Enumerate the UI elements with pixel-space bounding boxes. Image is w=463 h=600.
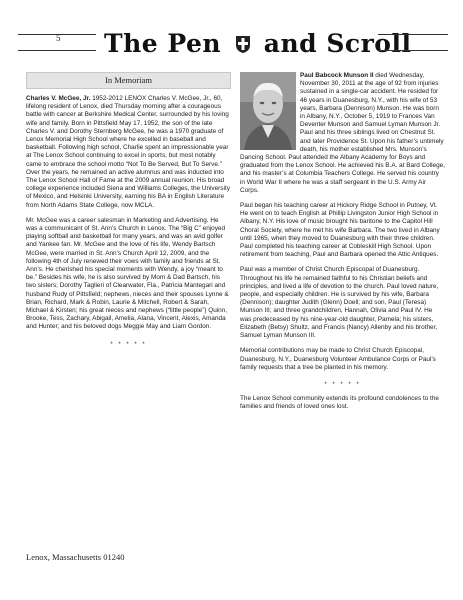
masthead-title: [104, 28, 411, 61]
mcgee-p1-text: 1952-2012 LENOX Charles V. McGee, Jr., 60, lifelong resident of Lenox, died Thursday morning after a courageous battle with cancer at Berkshire Medical Center, surrounded by his loving wife and family. Born in Pittsfield May 17, 1952, the son of the late Charles V. and Dorothy Sternberg McGee, he was a 1970 graduate of Lenox Memorial High School where he excelled in baseball and basketball. Following high school, Charlie spent an impressionable year at The Lenox School continuing to excel in sports, but most notably came to embrace the school motto “Not To Be Served, But To Serve.” Over the years, he remained an active alumnus and was inducted into The Lenox School Hall of Fame at the 2009 annual reunion. His broad college experience included Siena and Williams Colleges, the University of Mexico, and Helsinki University, earning his BA in English Literature from North Adams State College, now MCLA.: [26, 95, 230, 209]
mcgee-name: Charles V. McGee, Jr.: [26, 95, 91, 102]
munson-obituary-p2: Paul began his teaching career at Hickory Ridge School in Putney, Vt. He went on to teach English at Phillip Livingston Junior High School in Albany, N.Y. His love of music brought his baritone to the Capitol Hill Choral Society, where he met his wife Barbara. The two lived in Albany until 1965, when they moved to Duanesburg with their three children. Paul completed his teaching career at Cobleskill High School. Upon retirement from teaching, Paul and Barbara opened the Attic Antiques.: [240, 202, 440, 259]
masthead-header: [18, 28, 448, 60]
left-column: [26, 72, 231, 348]
header-rule-left-bottom: [18, 50, 96, 51]
section-divider-stars: * * * * *: [110, 341, 147, 348]
closing-condolence: The Lenox School community extends its profound condolences to the families and friends of loved ones lost.: [240, 394, 439, 411]
in-memoriam-banner: In Memoriam: [26, 72, 231, 89]
munson-p1-text: died Wednesday, November 30, 2011 at the age of 92 from injuries sustained in a single-car accident. He resided for 46 years in Duanesburg, N.Y., with his wife of 53 years, Barbara (Dennison) Munson. He was born in Albany, N.Y., October 5, 1919 to Frances Van Deventer Munson and Samuel Lyman Munson Jr. Paul and his three siblings lived on Chestnut St. and later Providence St. Upon his father’s untimely death, his mother established Mrs. Munson’s Dancing School. Paul attended the Albany Academy for Boys and graduated from the Lenox School. He achieved his B.A. at Bard College, and his master’s at Columbia Teachers College. He served his country in World War II where he was a staff sergeant in the U.S. Army Air Corps.: [240, 72, 445, 194]
cross-crest-icon: [234, 33, 259, 57]
munson-obituary-p4: Memorial contributions may be made to Christ Church Episcopal, Duanesburg, N.Y., Duanesburg Volunteer Ambulance Corps or Paul’s family requests that a tree be planted in his memory.: [240, 347, 436, 371]
masthead-pen: The Pen: [104, 29, 222, 58]
mcgee-obituary-p2: Mr. McGee was a career salesman in Marketing and Advertising. He was a communicant of St. Ann’s Church in Lenox. The “Big C” enjoyed playing softball and basketball for many years, and was an avid golfer and Yankee fan. Mr. McGee and the love of his life, Wendy Bartsch McGee, were married in St. Ann’s Church April 12, 2009, and the following 4th of July renewed their vows with family and friends at St. Ann’s. He cherished his special moments with Wendy, a joy “meant to be.” Besides his wife, he is also survived by Mom & Dad Bartsch, his two sisters; Dorothy Taglieri of Clearwater, Fla., Patricia Mantegari and husband Rudy of Pittsfield; nephews, nieces and their spouses Lynne & Brian, Richard, Mark & Robin, Laurie & Mitchell, Robert & Sarah, Michael & Kirsten; his great nieces and nephews (“little people”) Quinn, Brooke, Tess, Zachary, Abigail, Amelia, Alana, Vincent, Alexis, Amanda and Hunter; and his beloved dogs Meggie May and Liam Gordon.: [26, 216, 229, 331]
right-column: [240, 72, 445, 411]
munson-obituary-p3: Paul was a member of Christ Church Episcopal of Duanesburg. Throughout his life he remained faithful to his Christian beliefs and principles, and lived a life of devotion to the church. Paul loved nature, people, and especially children. He is survived by his wife, Barbara (Dennison); daughter Judith (Glenn) Doell; and son, Paul (Teresa) Munson III; and three grandchildren, Hannah, Olivia and Paul IV. He was predeceased by his nine-year-old daughter, Pamela; his sisters, Elizabeth (Betsy) Shultz, and Francis (Nancy) Allenby and his brother, Samuel Lyman Munson III.: [240, 266, 439, 340]
header-rule-right-bottom: [378, 50, 448, 51]
header-rule-right-top: [378, 34, 448, 35]
section-divider-stars-right: * * * * *: [324, 381, 361, 388]
mcgee-obituary-p1: [26, 95, 231, 210]
footer-location: Lenox, Massachusetts 01240: [26, 552, 125, 562]
page-number: 5: [56, 33, 61, 43]
masthead-and-scroll: and Scroll: [263, 29, 412, 58]
portrait-photo: [240, 72, 296, 150]
munson-name: Paul Babcock Munson II: [300, 72, 374, 79]
